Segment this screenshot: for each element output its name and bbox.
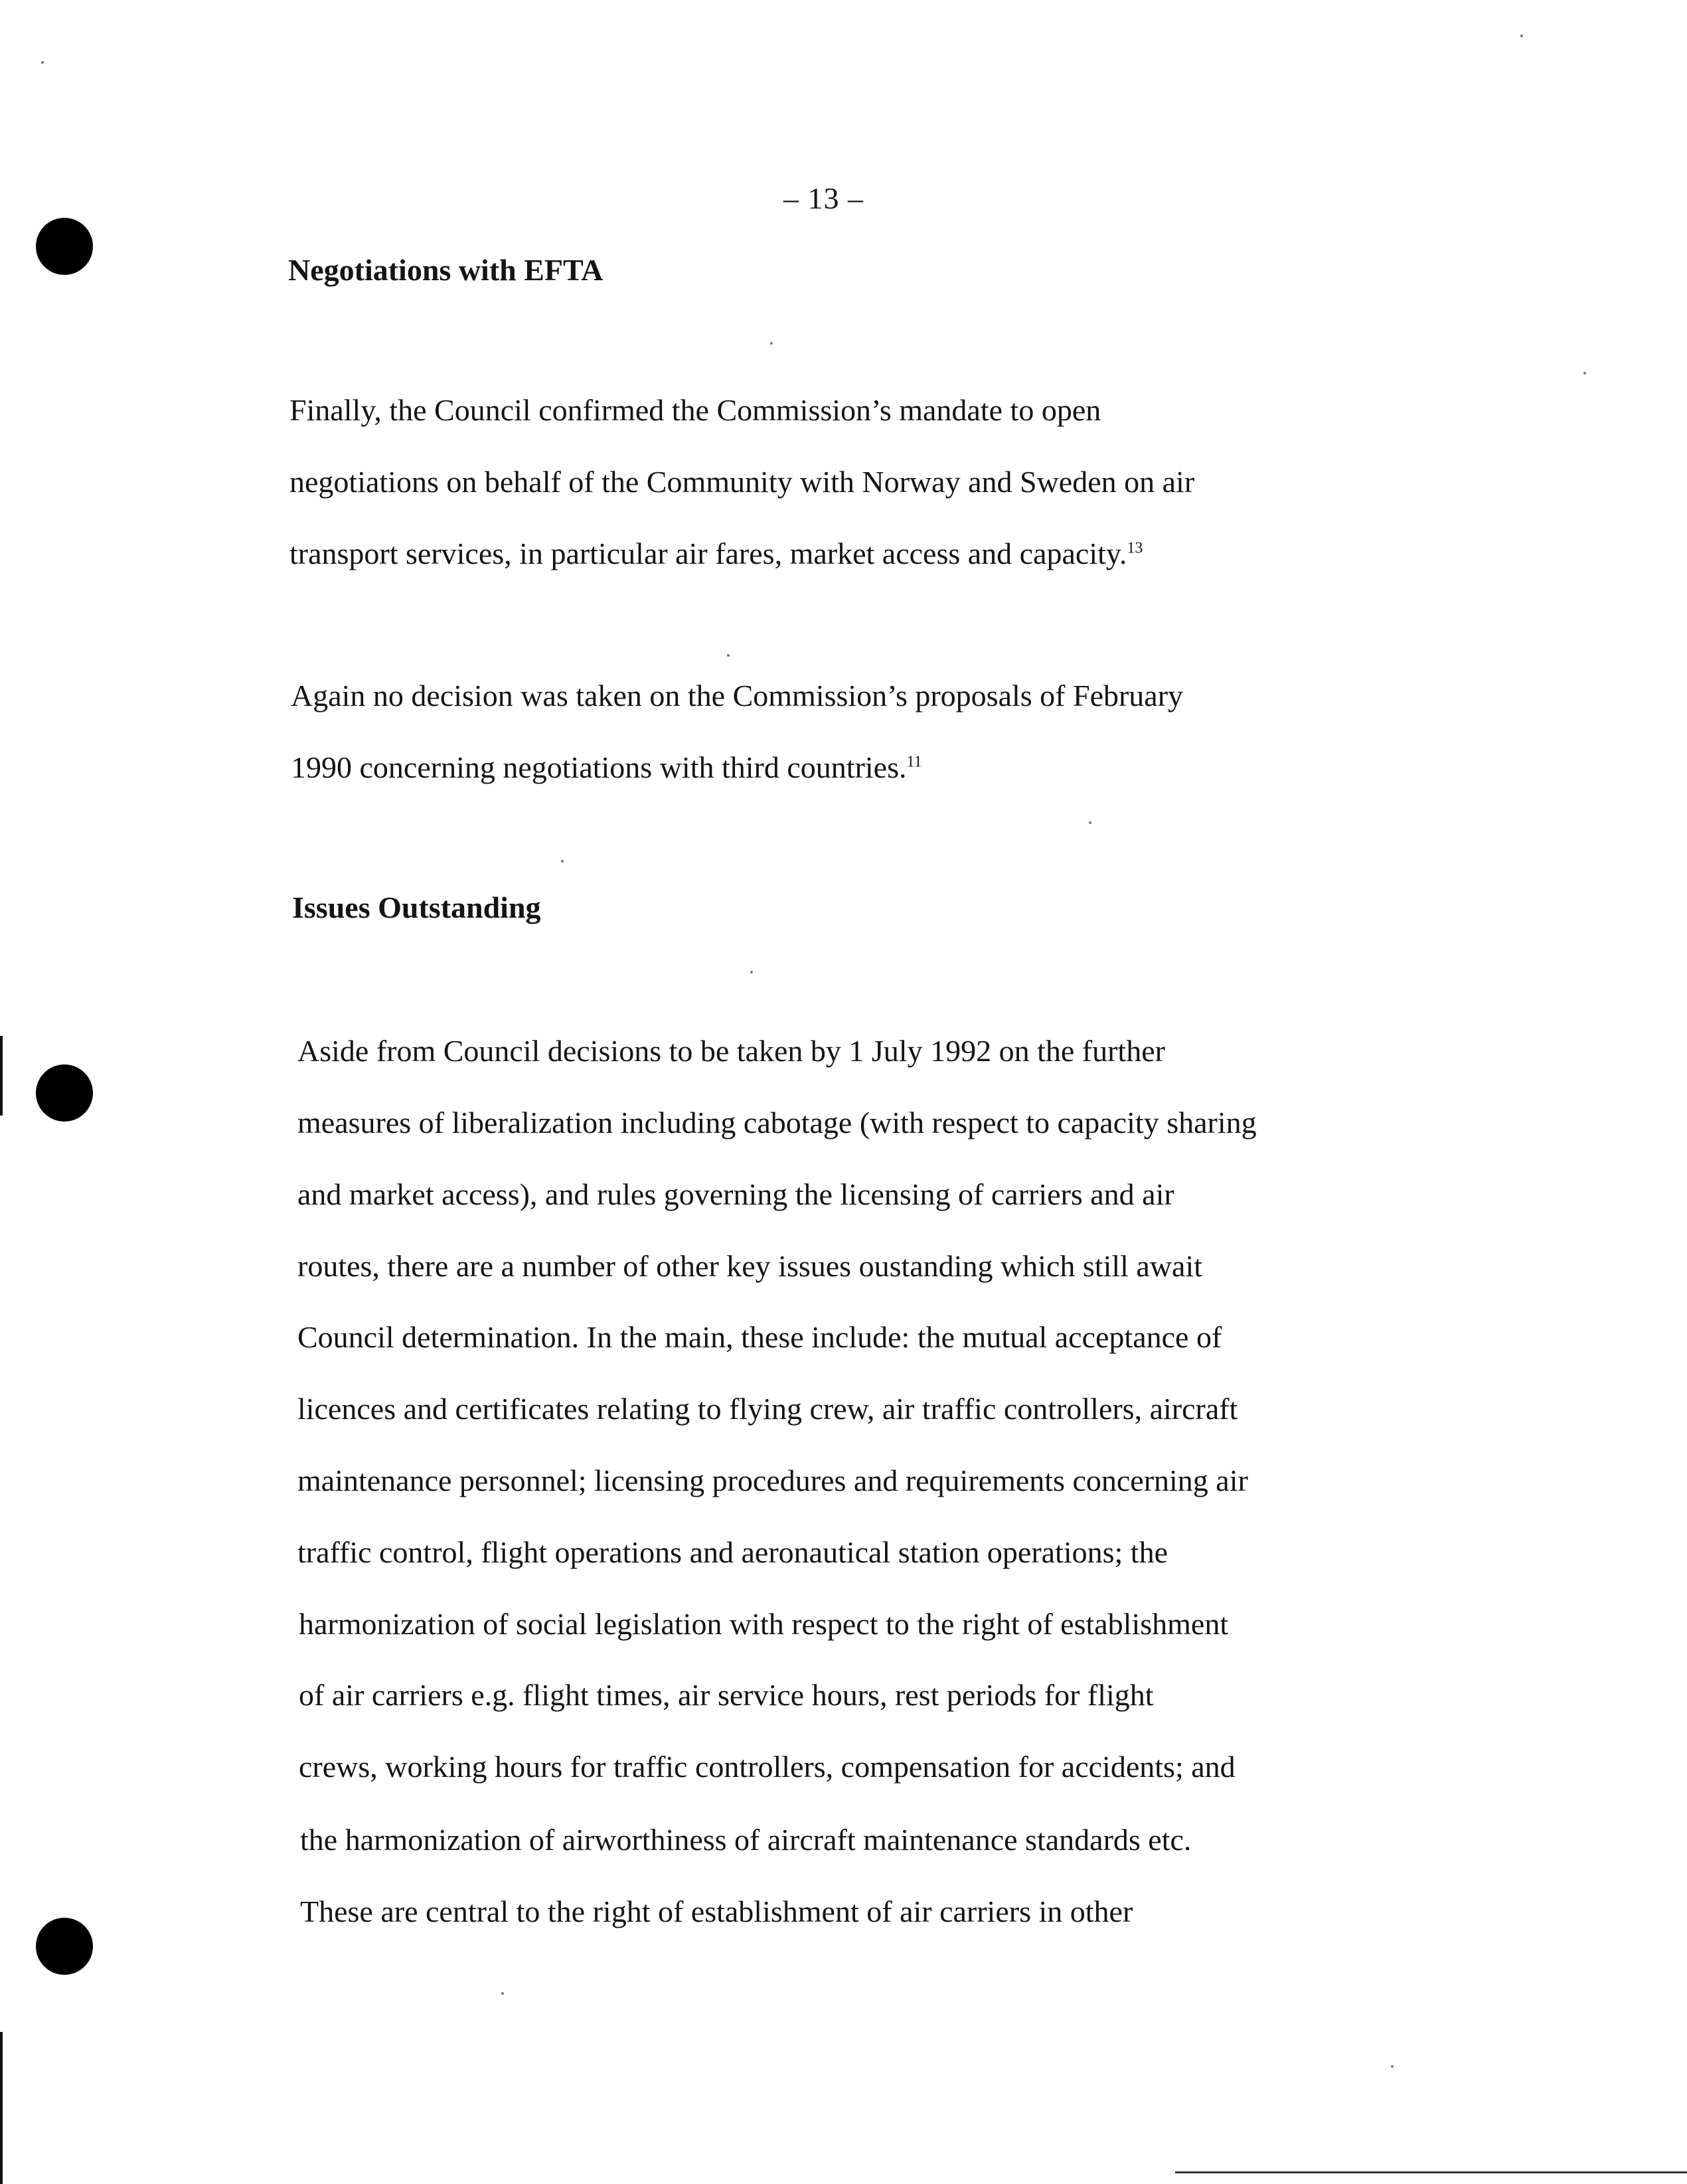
paragraph-line: routes, there are a number of other key issues oustanding which still await [297, 1249, 1203, 1283]
scan-speck [727, 654, 730, 657]
paragraph-line: licences and certificates relating to flying crew, air traffic controllers, aircraft [297, 1392, 1238, 1426]
paragraph-line: the harmonization of airworthiness of aircraft maintenance standards etc. [300, 1823, 1192, 1857]
paragraph-line: measures of liberalization including cabotage (with respect to capacity sharing [297, 1106, 1257, 1139]
paragraph-line: Again no decision was taken on the Commission’s proposals of February [291, 679, 1184, 713]
scan-speck [1520, 35, 1523, 37]
paragraph-line: Council determination. In the main, these include: the mutual acceptance of [297, 1320, 1222, 1354]
scan-edge-line [0, 1036, 3, 1116]
paragraph-line: These are central to the right of establishment of air carriers in other [300, 1894, 1133, 1928]
paragraph-line: traffic control, flight operations and aeronautical station operations; the [297, 1535, 1168, 1569]
scan-speck [501, 1992, 504, 1995]
scan-speck [770, 342, 773, 345]
page-number: – 13 – [783, 181, 864, 215]
paragraph-line: and market access), and rules governing the licensing of carriers and air [297, 1177, 1174, 1211]
paragraph-line: harmonization of social legislation with respect to the right of establishment [299, 1607, 1229, 1641]
footnote-marker: 11 [906, 753, 922, 771]
scan-edge-line [0, 2032, 3, 2184]
paragraph-line [289, 539, 1143, 569]
scan-speck [1583, 372, 1586, 375]
paragraph-line: Finally, the Council confirmed the Commission’s mandate to open [289, 393, 1101, 427]
punch-hole [36, 218, 93, 275]
scan-speck [1089, 821, 1091, 824]
paragraph-line: Aside from Council decisions to be taken by 1 July 1992 on the further [297, 1034, 1165, 1068]
scan-speck [750, 971, 753, 973]
scan-edge-line [1175, 2171, 1687, 2173]
footnote-marker: 13 [1127, 539, 1143, 557]
scan-speck [561, 860, 564, 863]
section-heading-issues: Issues Outstanding [292, 890, 541, 924]
punch-hole [36, 1064, 93, 1122]
section-heading-efta: Negotiations with EFTA [288, 253, 603, 287]
paragraph-line: maintenance personnel; licensing procedures and requirements concerning air [297, 1464, 1248, 1497]
paragraph-line: of air carriers e.g. flight times, air service hours, rest periods for flight [299, 1678, 1154, 1712]
paragraph-line: negotiations on behalf of the Community with Norway and Sweden on air [289, 465, 1195, 499]
scan-speck [41, 61, 44, 64]
scan-speck [1391, 2065, 1394, 2068]
punch-hole [36, 1918, 93, 1975]
paragraph-line [291, 752, 922, 783]
paragraph-line: crews, working hours for traffic controllers, compensation for accidents; and [299, 1750, 1236, 1784]
paragraph-text: transport services, in particular air fares, market access and capacity. [289, 537, 1127, 570]
paragraph-text: 1990 concerning negotiations with third countries. [291, 750, 907, 784]
